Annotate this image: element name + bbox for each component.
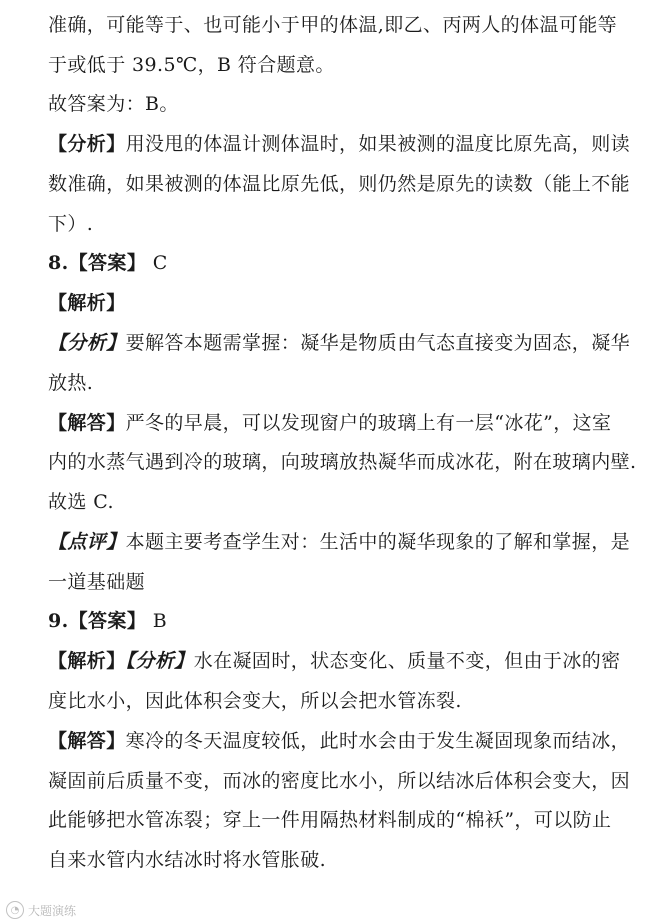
text-line-22: 自来水管内水结冰时将水管胀破. bbox=[48, 849, 327, 871]
text-line-21: 此能够把水管冻裂；穿上一件用隔热材料制成的“棉袄”，可以防止 bbox=[48, 809, 612, 831]
text-line-10: 放热. bbox=[48, 372, 94, 394]
text-line-12: 内的水蒸气遇到冷的玻璃，向玻璃放热凝华而成冰花，附在玻璃内壁. bbox=[48, 451, 637, 473]
answer-8-heading: 8.【答案】 C bbox=[48, 252, 168, 274]
text-line-6: 下）. bbox=[48, 213, 94, 235]
logo-icon: ◔ bbox=[6, 901, 24, 919]
text-line-17: 【解析】【分析】水在凝固时，状态变化、质量不变，但由于冰的密 bbox=[48, 650, 621, 672]
answer-9-heading: 9.【答案】 B bbox=[48, 610, 168, 632]
analysis-heading: 【解析】 bbox=[48, 292, 126, 314]
text-line-18: 度比水小，因此体积会变大，所以会把水管冻裂. bbox=[48, 690, 462, 712]
watermark-text: 大题演练 bbox=[28, 903, 77, 918]
text-line-14: 【点评】本题主要考查学生对：生活中的凝华现象的了解和掌握，是 bbox=[48, 531, 631, 553]
text-line-5: 数准确，如果被测的体温比原先低，则仍然是原先的读数（能上不能 bbox=[48, 173, 631, 195]
text-line-11: 【解答】严冬的早晨，可以发现窗户的玻璃上有一层“冰花”，这室 bbox=[48, 412, 612, 434]
watermark bbox=[6, 900, 76, 920]
text-line-20: 凝固前后质量不变，而冰的密度比水小，所以结冰后体积会变大，因 bbox=[48, 770, 631, 792]
text-line-1: 准确，可能等于、也可能小于甲的体温,即乙、丙两人的体温可能等 bbox=[48, 14, 618, 36]
text-line-9: 【分析】要解答本题需掌握：凝华是物质由气态直接变为固态，凝华 bbox=[48, 332, 631, 354]
text-line-19: 【解答】寒冷的冬天温度较低，此时水会由于发生凝固现象而结冰， bbox=[48, 730, 631, 752]
text-line-2: 于或低于 39.5℃，B 符合题意。 bbox=[48, 54, 335, 76]
text-line-4: 【分析】用没甩的体温计测体温时，如果被测的温度比原先高，则读 bbox=[48, 133, 631, 155]
text-line-15: 一道基础题 bbox=[48, 571, 146, 593]
text-line-13: 故选 C. bbox=[48, 491, 114, 513]
text-line-3: 故答案为：B。 bbox=[48, 93, 179, 115]
